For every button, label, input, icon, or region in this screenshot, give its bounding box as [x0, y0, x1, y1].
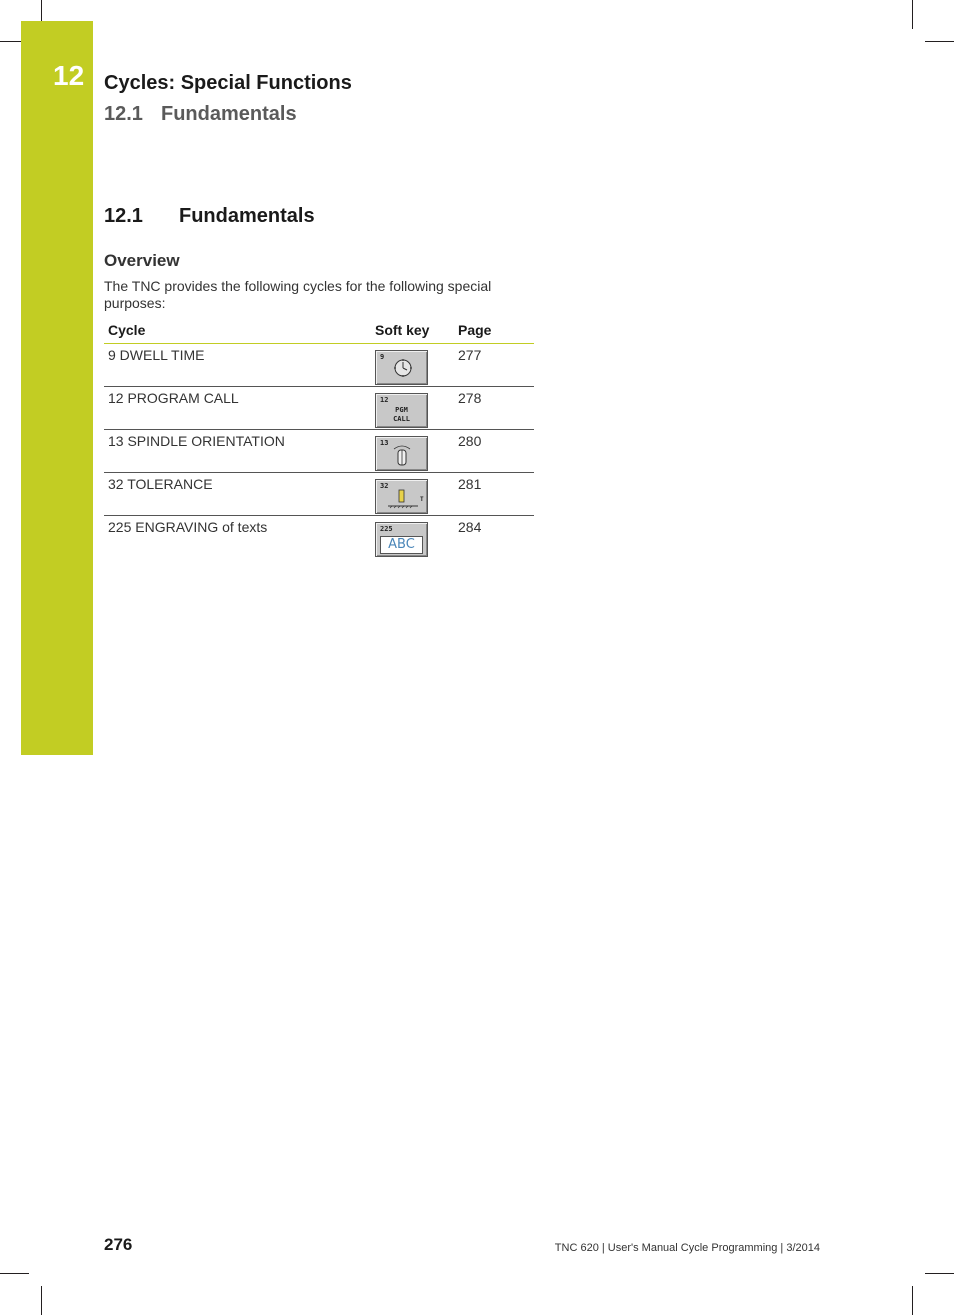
table-row: [104, 473, 534, 516]
chapter-tab: [21, 21, 93, 755]
cycle-name: 32 TOLERANCE: [104, 473, 371, 516]
page-ref: 284: [458, 519, 482, 535]
column-header-softkey: Soft key: [371, 318, 454, 344]
table-row: [104, 387, 534, 430]
page-ref: 277: [454, 344, 534, 387]
overview-intro: The TNC provides the following cycles for the following special purposes:: [104, 278, 492, 311]
softkey-dwell-time[interactable]: [375, 350, 428, 385]
running-section-number: 12.1: [104, 103, 143, 125]
crop-mark: [925, 1273, 954, 1274]
crop-mark: [41, 1286, 42, 1315]
softkey-cell: [371, 430, 454, 473]
cycle-name: 225 ENGRAVING of texts: [108, 519, 268, 535]
softkey-label-pgm: PGM: [395, 406, 408, 414]
softkey-label-call: CALL: [393, 415, 410, 423]
crop-mark: [912, 1286, 913, 1315]
softkey-spindle-orientation[interactable]: [375, 436, 428, 471]
softkey-tolerance[interactable]: [375, 479, 428, 514]
running-header-section: [104, 103, 297, 126]
running-header-title: Cycles: Special Functions: [104, 72, 352, 94]
softkey-label-abc: ABC: [388, 537, 415, 552]
softkey-engraving[interactable]: [375, 522, 428, 557]
softkey-number: 9: [380, 353, 385, 361]
softkey-number: 12: [380, 396, 389, 404]
page-ref: 281: [454, 473, 534, 516]
cycle-name: 9 DWELL TIME: [104, 344, 371, 387]
page-number: 276: [104, 1235, 133, 1254]
engraving-icon: [380, 536, 423, 554]
softkey-number: 32: [380, 482, 389, 490]
cycles-table: [104, 318, 534, 559]
table-row: [104, 344, 534, 387]
softkey-program-call[interactable]: [375, 393, 428, 428]
table-row: [104, 430, 534, 473]
cycle-name: 13 SPINDLE ORIENTATION: [104, 430, 371, 473]
crop-mark: [41, 0, 42, 21]
crop-mark: [0, 1273, 29, 1274]
crop-mark: [912, 0, 913, 29]
softkey-number: 13: [380, 439, 389, 447]
program-call-icon: [376, 406, 427, 424]
crop-mark: [0, 41, 21, 42]
cycle-name: 12 PROGRAM CALL: [104, 387, 371, 430]
spindle-orientation-icon: [376, 437, 427, 470]
crop-mark: [925, 41, 954, 42]
column-header-page: Page: [454, 318, 534, 344]
softkey-cell: [371, 516, 454, 559]
table-row: [104, 516, 534, 559]
softkey-cell: [371, 344, 454, 387]
chapter-number: 12: [53, 60, 85, 91]
softkey-cell: [371, 387, 454, 430]
softkey-cell: [371, 473, 454, 516]
overview-heading: Overview: [104, 251, 180, 270]
running-section-title: Fundamentals: [161, 103, 297, 125]
page-ref: 278: [454, 387, 534, 430]
section-number: 12.1: [104, 205, 143, 227]
softkey-number: 225: [380, 525, 393, 533]
softkey-label-t: T: [420, 496, 424, 503]
dwell-clock-icon: [376, 351, 427, 384]
column-header-cycle: Cycle: [104, 318, 371, 344]
table-header-row: [104, 318, 534, 344]
page-ref: 280: [454, 430, 534, 473]
section-title: Fundamentals: [179, 205, 315, 227]
section-heading: [104, 205, 315, 228]
footer-text: TNC 620 | User's Manual Cycle Programming | 3/2014: [554, 1242, 820, 1254]
